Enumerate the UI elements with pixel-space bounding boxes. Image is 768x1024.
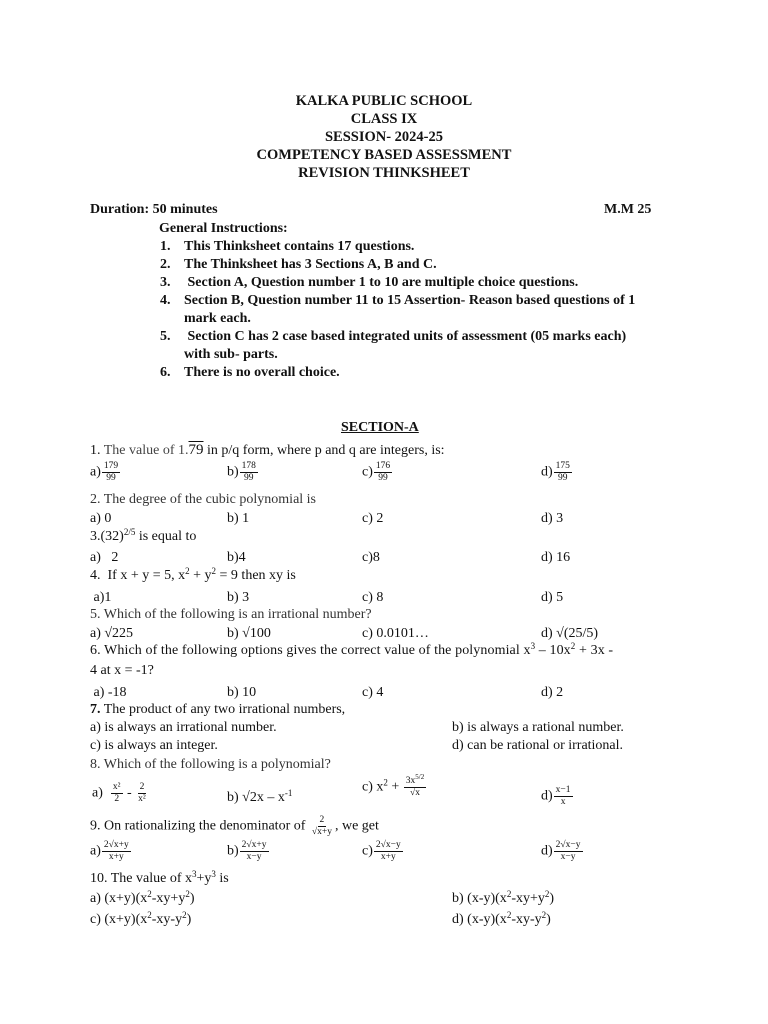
q2-option-b[interactable]: b) 1 [227,511,250,526]
instruction-num: 3. [160,275,171,290]
question-2: 2. The degree of the cubic polynomial is [90,492,317,507]
fraction [374,461,392,484]
numerator: 2√x+y [241,840,267,850]
exponent: 2 [570,641,576,651]
option-label: c) [362,464,373,480]
instructions-title: General Instructions: [159,221,288,236]
question-3 [90,529,196,545]
option-text: -xy+y [511,891,545,906]
numerator: 176 [375,461,391,471]
q10-text: 10. The value of x [90,871,192,886]
q3-option-d[interactable]: d) 16 [541,550,571,565]
numerator: 3x [405,776,416,786]
denominator: x+y [108,852,124,862]
q5-option-c[interactable]: c) 0.0101… [362,626,429,641]
numerator: 2√x+y [103,840,129,850]
question-9 [90,815,379,838]
option-label: a) [90,843,101,859]
fraction [240,461,258,484]
q3-text-post: is equal to [135,529,197,544]
numerator: 2 [319,815,325,825]
denominator: x [560,797,566,807]
option-text: ) [189,891,195,906]
option-text: -xy-y [151,912,183,927]
exponent: 2 [182,910,187,920]
option-text: b) √2x – x [227,790,285,805]
q2-option-c[interactable]: c) 2 [362,511,384,526]
q4-text: + y [189,568,212,583]
instruction-num: 6. [160,365,171,380]
section-title: SECTION-A [341,420,419,435]
fraction [404,773,426,799]
q1-text-post: in p/q form, where p and q are integers, is: [203,443,445,458]
exponent: 3 [211,869,216,879]
q3-option-b[interactable]: b)4 [227,550,246,565]
q3-text-pre: 3.(32) [90,529,124,544]
q4-text: = 9 then xy is [216,568,296,583]
q4-option-a[interactable]: a)1 [90,590,112,605]
exponent: 3 [192,869,197,879]
instruction-text: Section C has 2 case based integrated units of assessment (05 marks each) [184,329,627,344]
option-text: ) [186,912,192,927]
exponent: 2 [544,889,550,899]
q1-option-b[interactable] [227,461,259,484]
q6-option-b[interactable]: b) 10 [227,685,257,700]
q1-repeating: 79 [188,442,204,458]
q6-text-line2: 4 at x = -1? [90,663,154,678]
option-text: ) [549,891,555,906]
q3-option-a[interactable]: a) 2 [90,550,119,565]
assessment-title: COMPETENCY BASED ASSESSMENT [256,147,512,163]
instruction-text: with sub- parts. [184,347,278,362]
denominator: 99 [378,473,388,483]
q5-option-a[interactable]: a) √225 [90,626,134,641]
q10-option-d[interactable] [452,912,551,928]
q4-option-c[interactable]: c) 8 [362,590,384,605]
option-text: -xy-y [511,912,542,927]
q9-text: , we get [334,818,379,834]
q9-option-d[interactable] [541,840,584,863]
question-6 [90,643,613,659]
q8-option-a[interactable] [92,782,149,805]
q10-text: +y [196,871,212,886]
q6-option-a[interactable]: a) -18 [90,685,127,700]
fraction [102,840,131,863]
q4-option-d[interactable]: d) 5 [541,590,564,605]
numerator: 178 [241,461,256,471]
session: SESSION- 2024-25 [324,129,444,145]
question-8: 8. Which of the following is a polynomial? [90,757,331,772]
question-1 [90,442,445,459]
q5-option-d[interactable]: d) √(25/5) [541,626,599,641]
q9-option-b[interactable] [227,840,270,863]
numerator: x−1 [555,785,571,795]
q1-option-d[interactable] [541,461,573,484]
q1-option-a[interactable] [90,461,121,484]
option-label: c) [362,843,373,859]
exponent: 2 [506,910,512,920]
q1-number: 1. [90,443,101,458]
denominator: x+y [380,852,396,862]
exponent: 2 [185,889,190,899]
question-7 [90,702,345,718]
school-name: KALKA PUBLIC SCHOOL [295,93,473,109]
instruction-num: 2. [160,257,171,272]
numerator: 2 [139,782,145,792]
q9-option-c[interactable] [362,840,404,863]
q5-option-b[interactable]: b) √100 [227,626,271,641]
fraction [554,840,583,863]
exponent: 2 [147,910,152,920]
fraction [374,840,403,863]
exponent: 3 [530,641,536,651]
numerator: 175 [555,461,570,471]
q4-option-b[interactable]: b) 3 [227,590,250,605]
instruction-item [160,239,171,255]
denominator: 2 [114,794,120,804]
q7-option-b[interactable]: b) is always a rational number. [452,720,624,735]
q10-option-c[interactable] [90,912,191,928]
denominator: 99 [244,473,254,483]
exponent: 2 [147,889,152,899]
q7-text: The product of any two irrational numbers, [100,702,346,717]
exponent: 2 [185,566,190,576]
q7-option-a[interactable]: a) is always an irrational number. [90,720,277,735]
exponent: 5/2 [415,773,425,781]
q2-option-d[interactable]: d) 3 [541,511,564,526]
instruction-text: This Thinksheet contains 17 questions. [184,239,415,254]
q6-text: + 3x - [575,643,614,658]
q10-option-b[interactable] [452,891,554,907]
q9-option-a[interactable] [90,840,132,863]
fraction [102,461,120,484]
exponent: 2 [383,777,388,788]
fraction [111,782,123,805]
option-text: b) (x-y)(x [452,891,507,906]
q7-option-c[interactable]: c) is always an integer. [90,738,218,753]
q2-option-a[interactable]: a) 0 [90,511,112,526]
q8-option-c[interactable] [362,773,427,799]
denominator: x² [138,794,146,804]
numerator: 2√x−y [375,840,401,850]
option-text: a) (x+y)(x [90,891,148,906]
option-text: d) (x-y)(x [452,912,507,927]
q9-text: 9. On rationalizing the denominator of [90,818,309,834]
instruction-text: There is no overall choice. [184,365,340,380]
instruction-text: The Thinksheet has 3 Sections A, B and C. [184,257,437,272]
question-4 [90,568,296,584]
fraction [554,461,572,484]
class-name: CLASS IX [350,111,418,127]
option-label: d) [541,464,553,480]
sheet-title: REVISION THINKSHEET [298,165,470,181]
fraction [240,840,269,863]
q4-text: 4. If x + y = 5, x [90,568,186,583]
q1-text-pre: The value of 1. [100,443,189,458]
instruction-text: Section A, Question number 1 to 10 are multiple choice questions. [184,275,579,290]
option-text: c) x [362,779,384,795]
plus-sign: + [387,779,403,795]
q7-number: 7. [90,702,101,717]
numerator: 2√x−y [555,840,581,850]
exponent: 2 [506,889,512,899]
exponent: 2 [541,910,547,920]
fraction [554,785,573,808]
denominator: 99 [558,473,568,483]
q1-option-c[interactable] [362,461,393,484]
fraction [310,815,334,838]
denominator: 99 [106,473,116,483]
q6-option-d[interactable]: d) 2 [541,685,564,700]
q3-option-c[interactable]: c)8 [362,550,380,565]
instruction-num: 1. [160,239,171,254]
q3-exponent: 2/5 [123,527,136,537]
q7-option-d[interactable]: d) can be rational or irrational. [452,738,624,753]
minus-sign: - [127,785,132,801]
numerator: 179 [103,461,119,471]
instruction-text: mark each. [184,311,251,326]
denominator: x−y [560,852,576,862]
question-5: 5. Which of the following is an irrational number? [90,607,372,622]
fraction [136,782,148,805]
exponent: -1 [284,788,293,798]
q6-text: – 10x [535,643,571,658]
q6-option-c[interactable]: c) 4 [362,685,384,700]
option-text: -xy+y [151,891,186,906]
denominator: x−y [246,852,262,862]
instruction-num: 5. [160,329,171,344]
option-text: ) [546,912,551,927]
denominator: √x [410,788,420,798]
q8-option-d[interactable] [541,785,574,808]
q8-option-b[interactable] [227,790,292,806]
numerator: x² [112,782,121,792]
q10-text: is [215,871,229,886]
exponent: 2 [211,566,217,576]
option-label: d) [541,788,553,804]
option-label: d) [541,843,553,859]
denominator: √x+y [311,827,332,837]
q10-option-a[interactable] [90,891,195,907]
duration: Duration: 50 minutes [90,202,218,217]
instruction-text: Section B, Question number 11 to 15 Assertion- Reason based questions of 1 [184,293,636,308]
option-label: b) [227,464,239,480]
option-label: b) [227,843,239,859]
instruction-num: 4. [160,293,171,308]
max-marks: M.M 25 [604,202,652,217]
option-label: a) [90,464,101,480]
option-label: a) [92,785,103,801]
question-10 [90,871,229,887]
q6-text: 6. Which of the following options gives the correct value of the polynomial x [90,643,531,658]
option-text: c) (x+y)(x [90,912,148,927]
